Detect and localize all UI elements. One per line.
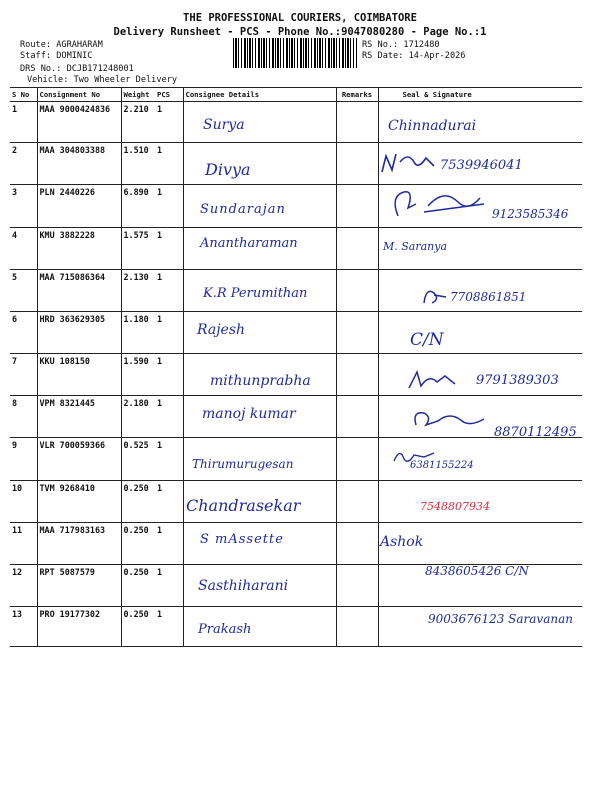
pcs-cell: 1	[155, 481, 183, 523]
pcs-cell: 1	[155, 185, 183, 228]
pcs-cell: 1	[155, 607, 183, 647]
weight-cell: 1.510	[121, 143, 155, 185]
remarks-cell	[336, 565, 378, 607]
handwritten-signature: 9003676123 Saravanan	[428, 612, 573, 626]
handwritten-signature: 6381155224	[410, 460, 474, 471]
signature-scribble	[378, 148, 438, 178]
handwritten-consignee: Surya	[203, 117, 245, 133]
col-header-signature: Seal & Signature	[378, 88, 582, 102]
handwritten-signature: 7548807934	[420, 500, 490, 513]
pcs-cell: 1	[155, 438, 183, 481]
remarks-cell	[336, 396, 378, 438]
company-title: THE PROFESSIONAL COURIERS, COIMBATORE	[183, 12, 417, 24]
pcs-cell: 1	[155, 270, 183, 312]
consignment-cell: MAA 9000424836	[37, 102, 121, 143]
handwritten-signature: Chinnadurai	[388, 118, 477, 134]
handwritten-signature: 9791389303	[476, 373, 559, 388]
handwritten-consignee: Sasthiharani	[198, 578, 289, 594]
handwritten-signature: 8870112495	[494, 425, 577, 440]
sno-cell: 6	[10, 312, 37, 354]
handwritten-consignee: mithunprabha	[210, 373, 311, 389]
sno-cell: 4	[10, 228, 37, 270]
handwritten-consignee: Sundarajan	[200, 202, 286, 217]
weight-cell: 1.590	[121, 354, 155, 396]
pcs-cell: 1	[155, 354, 183, 396]
rs-date: RS Date: 14-Apr-2026	[362, 51, 466, 61]
col-header-consignment: Consignment No	[37, 88, 121, 102]
col-header-consignee: Consignee Details	[183, 88, 336, 102]
sno-cell: 10	[10, 481, 37, 523]
col-header-remarks: Remarks	[336, 88, 378, 102]
remarks-cell	[336, 102, 378, 143]
handwritten-consignee: Thirumurugesan	[192, 457, 294, 471]
consignment-cell: KMU 3882228	[37, 228, 121, 270]
barcode-image	[233, 38, 357, 68]
remarks-cell	[336, 523, 378, 565]
pcs-cell: 1	[155, 228, 183, 270]
weight-cell: 0.250	[121, 607, 155, 647]
weight-cell: 2.130	[121, 270, 155, 312]
handwritten-signature: 8438605426 C/N	[425, 564, 529, 578]
remarks-cell	[336, 143, 378, 185]
consignment-cell: PLN 2440226	[37, 185, 121, 228]
handwritten-signature: 9123585346	[492, 207, 569, 221]
weight-cell: 1.575	[121, 228, 155, 270]
sno-cell: 1	[10, 102, 37, 143]
weight-cell: 1.180	[121, 312, 155, 354]
sno-cell: 11	[10, 523, 37, 565]
consignment-cell: RPT 5087579	[37, 565, 121, 607]
runsheet-subtitle: Delivery Runsheet - PCS - Phone No.:9047080280 - Page No.:1	[113, 26, 487, 38]
handwritten-signature: C/N	[410, 330, 444, 350]
consignment-cell: KKU 108150	[37, 354, 121, 396]
route-label: Route: AGRAHARAM	[20, 40, 103, 50]
handwritten-consignee: Divya	[205, 160, 251, 179]
pcs-cell: 1	[155, 565, 183, 607]
col-header-weight: Weight	[121, 88, 155, 102]
table-header-row	[10, 88, 582, 102]
rs-number: RS No.: 1712480	[362, 40, 440, 50]
remarks-cell	[336, 312, 378, 354]
signature-cell	[378, 312, 582, 354]
remarks-cell	[336, 481, 378, 523]
pcs-cell: 1	[155, 102, 183, 143]
consignment-cell: MAA 715086364	[37, 270, 121, 312]
signature-scribble	[388, 186, 488, 224]
signature-scribble	[410, 405, 490, 431]
handwritten-consignee: Rajesh	[197, 322, 246, 338]
handwritten-consignee: Prakash	[198, 622, 252, 637]
weight-cell: 6.890	[121, 185, 155, 228]
handwritten-consignee: Anantharaman	[200, 236, 298, 251]
sno-cell: 5	[10, 270, 37, 312]
table-row	[10, 438, 582, 481]
remarks-cell	[336, 228, 378, 270]
consignment-cell: VPM 8321445	[37, 396, 121, 438]
weight-cell: 2.210	[121, 102, 155, 143]
table-row	[10, 312, 582, 354]
pcs-cell: 1	[155, 312, 183, 354]
remarks-cell	[336, 354, 378, 396]
handwritten-consignee: S mAssette	[200, 532, 284, 547]
table-row	[10, 102, 582, 143]
consignment-cell: HRD 363629305	[37, 312, 121, 354]
weight-cell: 0.525	[121, 438, 155, 481]
sno-cell: 13	[10, 607, 37, 647]
table-row	[10, 185, 582, 228]
consignment-cell: TVM 9268410	[37, 481, 121, 523]
consignment-cell: PRO 19177302	[37, 607, 121, 647]
weight-cell: 0.250	[121, 565, 155, 607]
vehicle-label: Vehicle: Two Wheeler Delivery	[27, 75, 178, 85]
signature-scribble	[405, 368, 465, 392]
pcs-cell: 1	[155, 523, 183, 565]
sno-cell: 8	[10, 396, 37, 438]
sno-cell: 9	[10, 438, 37, 481]
sno-cell: 7	[10, 354, 37, 396]
signature-scribble	[420, 285, 450, 307]
col-header-sno: S No	[10, 88, 37, 102]
sno-cell: 2	[10, 143, 37, 185]
sno-cell: 12	[10, 565, 37, 607]
pcs-cell: 1	[155, 396, 183, 438]
weight-cell: 0.250	[121, 481, 155, 523]
consignment-cell: MAA 304803388	[37, 143, 121, 185]
remarks-cell	[336, 438, 378, 481]
handwritten-signature: 7708861851	[450, 290, 527, 304]
handwritten-signature: 7539946041	[440, 158, 523, 173]
consignment-cell: MAA 717983163	[37, 523, 121, 565]
handwritten-consignee: manoj kumar	[202, 406, 296, 422]
handwritten-consignee: Chandrasekar	[186, 496, 301, 515]
col-header-pcs: PCS	[155, 88, 183, 102]
weight-cell: 2.180	[121, 396, 155, 438]
handwritten-signature: M. Saranya	[383, 240, 448, 253]
handwritten-consignee: K.R Perumithan	[203, 286, 308, 301]
remarks-cell	[336, 607, 378, 647]
pcs-cell: 1	[155, 143, 183, 185]
consignment-cell: VLR 700059366	[37, 438, 121, 481]
sno-cell: 3	[10, 185, 37, 228]
handwritten-signature: Ashok	[380, 534, 424, 550]
weight-cell: 0.250	[121, 523, 155, 565]
staff-label: Staff: DOMINIC	[20, 51, 93, 61]
drs-number: DRS No.: DCJB171248001	[20, 64, 134, 74]
remarks-cell	[336, 185, 378, 228]
remarks-cell	[336, 270, 378, 312]
